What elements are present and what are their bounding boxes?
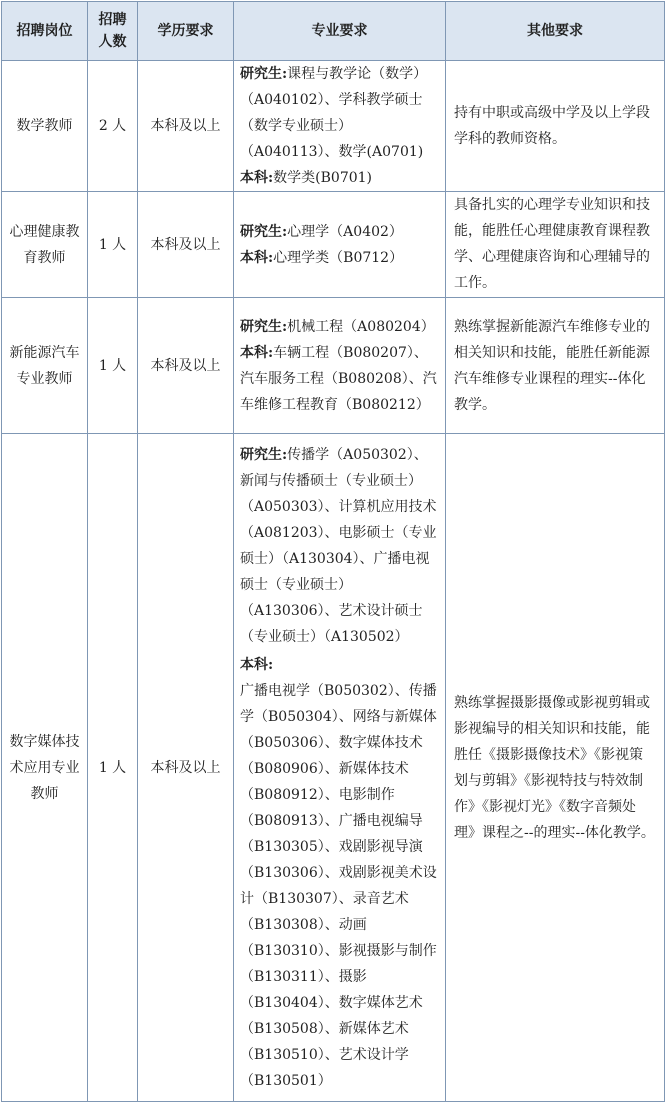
count-cell: 1 人 [88,192,138,298]
count-cell: 2 人 [88,61,138,192]
major-cell [234,298,446,434]
table-row [2,61,665,192]
ug-label: 本科: [240,656,274,673]
post-cell: 数学教师 [2,61,88,192]
other-cell: 具备扎实的心理学专业知识和技能，能胜任心理健康教育课程教学、心理健康咨询和心理辅导的工作。 [446,192,665,298]
grad-majors: 传播学（A050302）、新闻与传播硕士（专业硕士）（A050303）、计算机应用技术（A081203）、电影硕士（专业硕士）（A130304）、广播电视硕士（专业硕士）（A130306）、艺术设计硕士（专业硕士）（A130502） [240,446,437,645]
grad-label: 研究生: [240,446,288,463]
grad-label: 研究生: [240,223,288,240]
post-cell: 心理健康教育教师 [2,192,88,298]
other-cell: 熟练掌握新能源汽车维修专业的相关知识和技能，能胜任新能源汽车维修专业课程的理实--体化教学。 [446,298,665,434]
recruitment-table [1,1,665,1102]
education-cell: 本科及以上 [138,434,234,1102]
grad-majors: 机械工程（A080204） [287,318,435,335]
table-row [2,192,665,298]
major-cell [234,61,446,192]
post-cell: 新能源汽车专业教师 [2,298,88,434]
header-other: 其他要求 [446,2,665,61]
count-cell: 1 人 [88,298,138,434]
grad-majors: 心理学（A0402） [287,223,403,240]
education-cell: 本科及以上 [138,298,234,434]
ug-majors: 数学类(B0701) [273,170,373,186]
ug-label: 本科: [240,249,274,266]
education-cell: 本科及以上 [138,192,234,298]
header-major: 专业要求 [234,2,446,61]
major-cell [234,192,446,298]
ug-majors: 广播电视学（B050302）、传播学（B050304）、网络与新媒体（B050306）、数字媒体技术（B080906）、新媒体技术（B080912）、电影制作（B080913）、广播电视编导（B130305）、戏剧影视导演（B130306）、戏剧影视美术设计（B130307）、录音艺术（B130308）、动画（B130310）、影视摄影与制作（B130311）、摄影（B130404）、数字媒体艺术（B130508）、新媒体艺术（B130510）、艺术设计学（B130501） [240,682,437,1089]
table-row [2,298,665,434]
header-row [2,2,665,61]
other-cell: 熟练掌握摄影摄像或影视剪辑或影视编导的相关知识和技能，能胜任《摄影摄像技术》《影视策划与剪辑》《影视特技与特效制作》《影视灯光》《数字音频处理》课程之--的理实--体化教学。 [446,434,665,1102]
header-post: 招聘岗位 [2,2,88,61]
count-cell: 1 人 [88,434,138,1102]
major-cell [234,434,446,1102]
ug-label: 本科: [240,170,274,186]
post-cell: 数字媒体技术应用专业教师 [2,434,88,1102]
grad-label: 研究生: [240,318,288,335]
grad-majors: 课程与教学论（数学）（A040102）、学科教学硕士（数学专业硕士）（A040113）、数学(A0701) [240,66,428,160]
table-row [2,434,665,1102]
header-education: 学历要求 [138,2,234,61]
education-cell: 本科及以上 [138,61,234,192]
ug-majors: 心理学类（B0712） [273,249,404,266]
header-count: 招聘人数 [88,2,138,61]
ug-majors: 车辆工程（B080207）、汽车服务工程（B080208）、汽车维修工程教育（B080212） [240,344,437,413]
grad-label: 研究生: [240,66,288,82]
other-cell: 持有中职或高级中学及以上学段学科的教师资格。 [446,61,665,192]
ug-label: 本科: [240,344,274,361]
